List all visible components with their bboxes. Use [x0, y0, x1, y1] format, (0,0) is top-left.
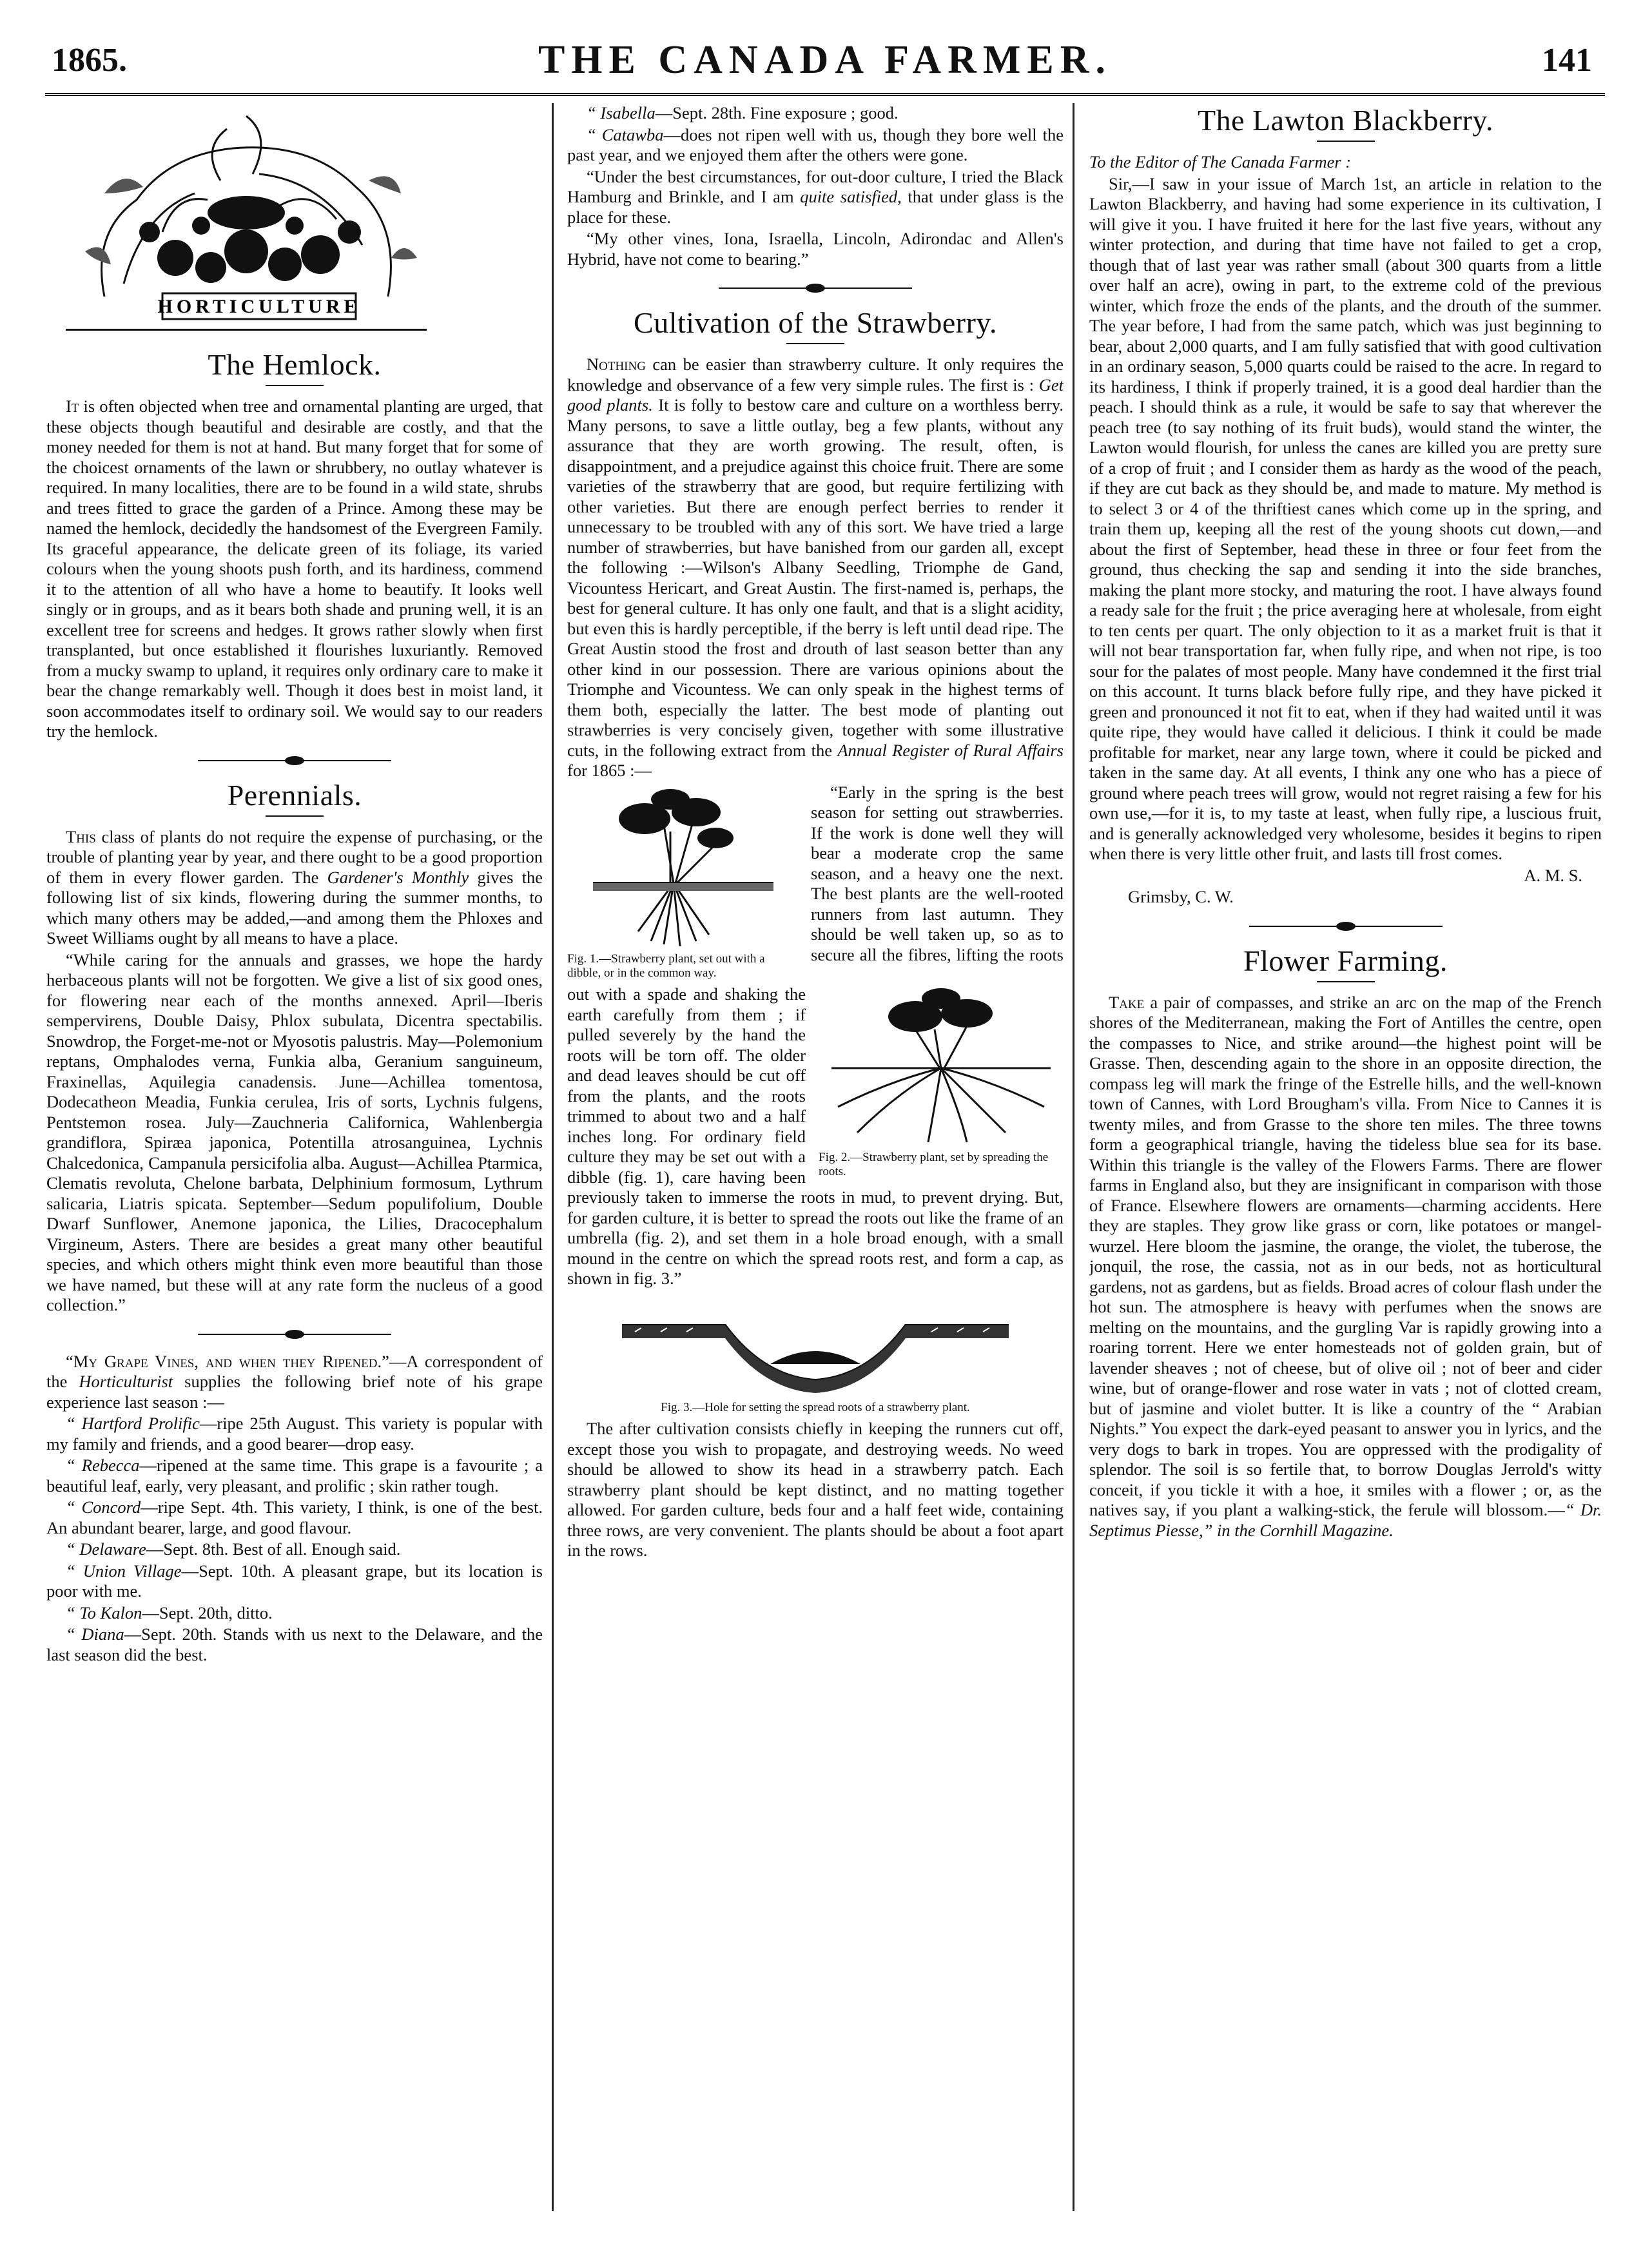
- strawberry-body-2: “Early in the spring is the best season for setting out strawberries. If the work is done well they will bear a moderate crop the same season, and a heavy one the next. The best plants are the well-rooted runners from last autumn. They should be well taken up, so as to secure all the fibres, lifting the roots out with a spade and shaking the earth carefully from them ; if pulled severely by the hand the roots will be torn off. The older and dead leaves should be cut off from the plants, and the roots trimmed to about two and a half inches long. For ordinary field culture they may be set out with a dibble (fig. 1), care having been previously taken to immerse the roots in mud, to prevent drying. But, for garden culture, it is better to spread the roots out like the frame of an umbrella (fig. 2), and set them in a hole broad enough, with a small mound in the centre on which the spread roots rest, and form a cap, as shown in fig. 3.”: [567, 782, 1064, 1288]
- title-underline: [266, 385, 324, 386]
- grape-item: “ Hartford Prolific—ripe 25th August. This variety is popular with my family and friends, and a good bearer—drop easy.: [46, 1414, 543, 1454]
- hemlock-body: It is often objected when tree and ornamental planting are urged, that these objects though beautiful and desirable are costly, and that the money needed for them is not at hand. But many forget that for some of the choicest ornaments of the lawn or shrubbery, no outlay whatever is required. In many localities, there are to be found in a wild state, shrubs and trees fitted to grace the garden of a Prince. Among these may be named the hemlock, decidedly the handsomest of the Evergreen Family. Its graceful appearance, the delicate green of its foliage, its varied colours when the young shoots push forth, and its hardiness, commend it to the attention of all who have a home to beautify. It looks well singly or in groups, and as it bears both shade and pruning well, it is an excellent tree for screens and hedges. It grows rather slowly when first transplanted, but once established it flourishes luxuriantly. Removed from a mucky swamp to upland, it requires only ordinary care to make it bear the change remarkably well. Though it does best in moist land, it soon accommodates itself to ordinary soil. We would say to our readers try the hemlock.: [46, 396, 543, 741]
- column-1: [46, 103, 543, 2224]
- fruit-basket-illustration: [66, 103, 427, 329]
- figure-3: [596, 1300, 1035, 1416]
- title-underline: [786, 343, 844, 344]
- column-rule-left: [552, 103, 554, 2211]
- figure-2: [819, 984, 1064, 1179]
- strawberry-body-1: Nothing can be easier than strawberry culture. It only requires the knowledge and observance of a few very simple rules. The first is : Get good plants. It is folly to bestow care and culture on a worthless berry. Many persons, to save a little outlay, beg a few plants, without any assurance that they are worth growing. The result, often, is disappointment, and a prejudice against this choice fruit. There are some varieties of the strawberry that are good, but require fertilizing with other varieties. But there are enough perfect berries to render it unnecessary to be troubled with any of this sort. We have tried a large number of strawberries, but have banished from our garden all, except the following :—Wilson's Albany Seedling, Triomphe de Gand, Vicountess Hericart, and Great Austin. The first-named is, perhaps, the best for general culture. It has only one fault, and that is a slight acidity, but even this is hardly perceptible, if the berry is left until dead ripe. The Great Austin stood the frost and drouth of last season better than any other kind in our possession. There are various opinions about the Triomphe and Vicountess. We can only speak in the highest terms of them both, especially the latter. The best mode of planting out strawberries is very concisely given, together with some illustrative cuts, in the following extract from the Annual Register of Rural Affairs for 1865 :—: [567, 355, 1064, 780]
- article-separator: [198, 1330, 391, 1339]
- article-title-blackberry: The Lawton Blackberry.: [1198, 104, 1493, 137]
- grape-item: “ Concord—ripe Sept. 4th. This variety, I think, is one of the best. An abundant bearer, large, and good flavour.: [46, 1497, 543, 1537]
- figure-2-caption: Fig. 2.—Strawberry plant, set by spreading the roots.: [819, 1150, 1049, 1178]
- page-number: 141: [1542, 42, 1592, 79]
- article-separator: [1249, 922, 1443, 931]
- perennials-body-1: This class of plants do not require the expense of purchasing, or the trouble of planting year by year, and there ought to be a good proportion of them in every flower garden. The Gardener's Monthly gives the following list of six kinds, flowering during the summer months, to which many others may be added,—and among them the Phloxes and Sweet Williams ought by all means to have a place.: [46, 826, 543, 948]
- grape-item: “ Delaware—Sept. 8th. Best of all. Enough said.: [66, 1539, 401, 1559]
- letter-signature: A. M. S.: [1524, 865, 1582, 885]
- grape-item: “ Union Village—Sept. 10th. A pleasant grape, but its location is poor with me.: [46, 1561, 543, 1601]
- planting-hole-illustration: [596, 1300, 1035, 1396]
- article-title-strawberry: Cultivation of the Strawberry.: [634, 306, 997, 339]
- column-rule-right: [1073, 103, 1074, 2211]
- title-underline: [1317, 141, 1375, 142]
- strawberry-spread-roots-illustration: [819, 984, 1064, 1145]
- masthead-title: THE CANADA FARMER.: [538, 38, 1113, 82]
- horticulture-vignette: [66, 103, 427, 331]
- letter-salutation: To the Editor of The Canada Farmer :: [1089, 152, 1352, 171]
- column-2: [567, 103, 1064, 2224]
- column-3: [1089, 103, 1602, 2224]
- figure-1: [567, 786, 799, 981]
- grape-item: “ Catawba—does not ripen well with us, though they bore well the past year, and we enjoyed them after the others were gone.: [567, 124, 1064, 164]
- perennials-body-2: “While caring for the annuals and grasses, we hope the hardy herbaceous plants will not be forgotten. We give a list of six good ones, for flowering near each of the months annexed. April—Iberis sempervirens, Double Daisy, Phlox subulata, Dicentra spectabilis. Snowdrop, the Forget-me-not or Myosotis palustris. May—Polemonium reptans, Omphalodes verna, Funkia alba, Geranium sanguineum, Fraxinellas, Aquilegia canadensis. June—Achillea tomentosa, Dodecatheon Meadia, Funkia cerulea, Iris of sorts, Lychnis fulgens, Pentstemon rosea. July—Zauchneria Californica, Wahlenbergia grandiflora, Spiræa japonica, Potentilla atrosanguinea, Lychnis Chalcedonica, Campanula persicifolia alba. August—Achillea Ptarmica, Clematis revoluta, Chelone barbata, Delphinium formosum, Lythrum salicaria, Liatris spicata. September—Sedum populifolium, Double Dwarf Sunflower, Anemone japonica, the Lilies, Dracocephalum Virgineum, Asters. There are besides a great many other beautiful species, and which others might think even more beautiful than those we have named, but these will at any rate form the nucleus of a good collection.”: [46, 950, 543, 1314]
- grape-item: “ To Kalon—Sept. 20th, ditto.: [66, 1602, 273, 1622]
- article-separator: [198, 756, 391, 765]
- title-underline: [266, 815, 324, 817]
- grape-item: “ Diana—Sept. 20th. Stands with us next to the Delaware, and the last season did the best.: [46, 1624, 543, 1664]
- grape-item: “ Isabella—Sept. 28th. Fine exposure ; good.: [587, 103, 899, 122]
- article-title-perennials: Perennials.: [227, 778, 362, 812]
- grapes-intro: “My Grape Vines, and when they Ripened.”—A correspondent of the Horticulturist supplies the following brief note of his grape experience last season :—: [46, 1351, 543, 1412]
- article-title-hemlock: The Hemlock.: [208, 348, 382, 381]
- strawberry-body-3: The after cultivation consists chiefly in keeping the runners cut off, except those you wish to propagate, and destroying weeds. No weed should be allowed to show its head in a strawberry patch. Each strawberry plant should be kept distinct, and no matting together allowed. For garden culture, beds four and a half feet wide, containing three rows, are very convenient. The plants should be about a foot apart in the rows.: [567, 1419, 1064, 1560]
- title-underline: [1317, 981, 1375, 982]
- blackberry-body: Sir,—I saw in your issue of March 1st, an article in relation to the Lawton Blackberry, and having had some experience in its cultivation, I will give it you. I have fruited it here for the last five years, without any winter protection, and during that time have not failed to get a crop, though that of last year was rather small (about 300 quarts from a little over half an acre), owing in part, to the extreme cold of the previous winter, which froze the ends of the plants, and the drouth of the summer. The year before, I had from the same patch, which was just beginning to bear, about 2,000 quarts, and I am fully satisfied that with good cultivation in an ordinary season, 5,000 quarts could be raised to the acre. In regard to its hardiness, I think if properly trained, it is a good deal hardier than the peach. I should think as a rule, it would be safe to say that wherever the peach tree (to say nothing of its fruit buds), would stand the winter, the Lawton would flourish, for unless the canes are killed you are pretty sure of a crop of fruit ; and I consider them as hardy as the wood of the peach, if they are cut back as they should be, and made to mature. My method is to select 3 or 4 of the thriftiest canes which come up in the spring, and train them up, keeping all the rest of the young shoots cut down,—and about the first of September, head these in three or four feet from the ground, thus checking the sap and sending it into the side branches, making the plant more stocky, and maturing the root. I have always found a ready sale for the fruit ; the price averaging here at wholesale, from eight to ten cents per quart. The only objection to it as a market fruit is that it will not bear transportation far, when fully ripe, and when not ripe, is too sour for the palates of most people. Many have condemned it the first trial on this account. It turns black before fully ripe, and they have picked it green and pronounced it not fit to eat, when if they had waited until it was quite ripe, they would have called it delicious. I think it could be made profitable for market, near any large town, where it could be picked and taken in the same day. At all events, I think any one who has a piece of ground where peach trees will grow, would not regret raising a few for his own use,—for it is, to my taste at least, when fully ripe, a luscious fruit, and is generally acknowledged very wholesome, besides it begins to ripen when there is very little other fruit, and lasts till frost comes.: [1089, 173, 1602, 863]
- figure-3-caption: Fig. 3.—Hole for setting the spread roots of a strawberry plant.: [661, 1401, 970, 1414]
- figure-1-caption: Fig. 1.—Strawberry plant, set out with a dibble, or in the common way.: [567, 952, 765, 980]
- article-separator: [719, 284, 912, 293]
- grapes-note: “Under the best circumstances, for out-door culture, I tried the Black Hamburg and Brinkle, and I am quite satisfied, that under glass is the place for these.: [567, 166, 1064, 227]
- masthead-year: 1865.: [52, 42, 127, 79]
- vignette-label: HORTICULTURE: [157, 296, 361, 317]
- grape-item: “ Rebecca—ripened at the same time. This grape is a favourite ; a beautiful leaf, early, very pleasant, and prolific ; skin rather tough.: [46, 1456, 543, 1495]
- strawberry-dibble-illustration: [567, 786, 799, 948]
- grapes-note-2: “My other vines, Iona, Israella, Lincoln, Adirondac and Allen's Hybrid, have not come to bearing.”: [567, 229, 1064, 269]
- flower-farming-body: Take a pair of compasses, and strike an arc on the map of the French shores of the Mediterranean, making the Fort of Antilles the centre, open the compasses to Nice, and strike around—the highest point will be Grasse. Then, descending again to the shore in an opposite direction, the compass leg will mark the fringe of the Estrelle hills, and the well-known town of Cannes, with Lord Brougham's villa. From Nice to Cannes it is twenty miles, and from Grasse to the shore ten miles. The three towns form a geographical triangle, having the tideless blue sea for its base. Within this triangle is the valley of the Flowers Farms. There are flower farms in England also, but they are insignificant in comparison with those of France. Elsewhere flowers are ornaments—charming accidents. Here they are staples. They grow like grass or corn, like potatoes or mangel-wurzel. Here bloom the jasmine, the orange, the violet, the tuberose, the jonquil, the rose, the cassia, not as in our beds, not as horticultural gardens, not as gardens, but as fields. Broad acres of colour flash under the hot sun. The atmosphere is heavy with perfumes when the snows are melting on the mountains, and the gurgling Var is rapidly growing into a roaring torrent. Here we enter homesteads not of golden grain, but of lavender sheaves ; not of cheese, but of olive oil ; not of beer and cider wine, but of orange-flower and rose water in vats ; not of clotted cream, but of jasmine and violet butter. It is like a country of the “ Arabian Nights.” You expect the dark-eyed peasant to answer you in lyrics, and the very dogs to bark in tropes. You are oppressed with the prodigality of splendor. The soil is so fertile that, to borrow Douglas Jerrold's witty conceit, if you tickle it with a hoe, it smiles with a flower ; or, as the natives say, if you plant a walking-stick, the ferule will blossom.—“ Dr. Septimus Piesse,” in the Cornhill Magazine.: [1089, 992, 1602, 1540]
- masthead: [45, 31, 1605, 96]
- letter-place: Grimsby, C. W.: [1128, 887, 1234, 906]
- article-title-flower-farming: Flower Farming.: [1243, 944, 1448, 977]
